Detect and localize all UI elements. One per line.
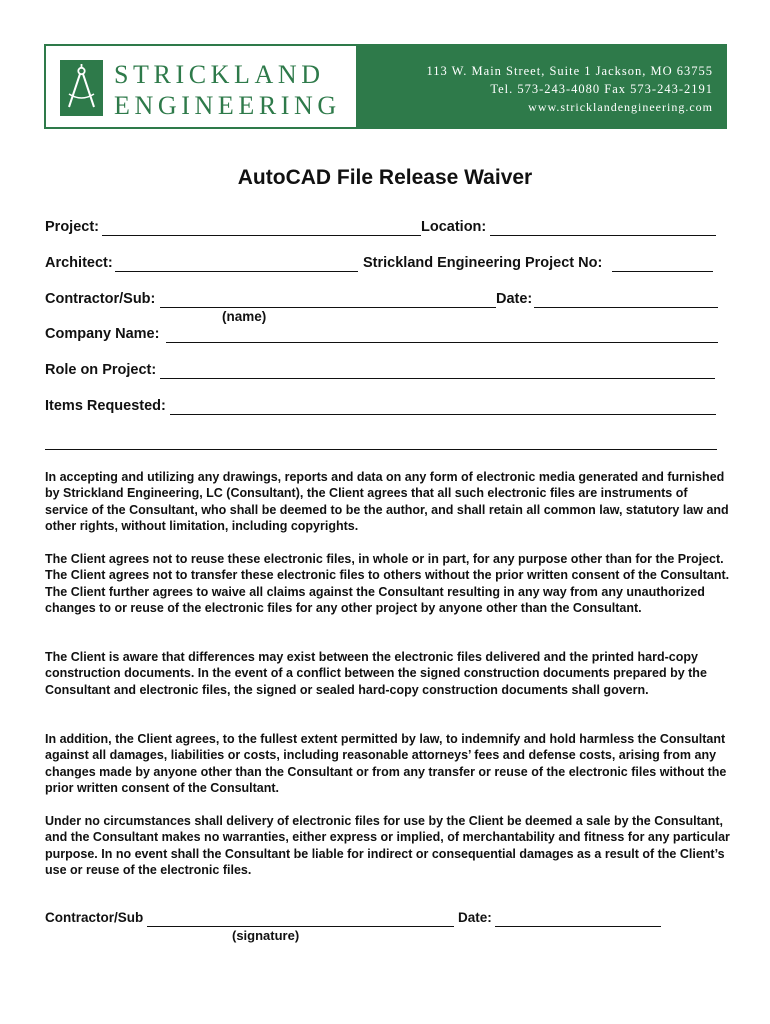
date-label: Date: [496, 291, 533, 307]
name-hint: (name) [222, 309, 267, 324]
waiver-paragraph [45, 551, 730, 616]
signature-field[interactable] [147, 910, 454, 927]
se-project-no-field[interactable] [612, 255, 713, 272]
waiver-paragraph [45, 649, 730, 698]
company-name-row [45, 326, 720, 346]
architect-field[interactable] [115, 255, 358, 272]
location-label: Location: [421, 219, 487, 235]
signature-hint: (signature) [232, 928, 300, 943]
paragraph-text: Under no circumstances shall delivery of electronic files for use by the Client be deemed a sale by the Consultant, and the Consultant makes no warranties, either express or implied, of merchantability and fitness for any particular purpose. In no event shall the Consultant be liable for indirect or consequential damages as a result of the Client’s use or reuse of the electronic files. [45, 814, 730, 877]
waiver-paragraph [45, 731, 730, 796]
contractor-field[interactable] [160, 291, 496, 308]
signature-date-label: Date: [458, 910, 492, 925]
company-name-line1: STRICKLAND [114, 60, 325, 89]
items-row [45, 398, 720, 418]
company-name-field[interactable] [166, 326, 718, 343]
company-phone-fax: Tel. 573-243-4080 Fax 573-243-2191 [490, 82, 713, 96]
project-row [45, 219, 720, 239]
project-field[interactable] [102, 219, 421, 236]
contractor-row [45, 291, 720, 311]
role-label: Role on Project: [45, 362, 157, 378]
items-field-line2[interactable] [45, 433, 717, 450]
location-field[interactable] [490, 219, 716, 236]
items-label: Items Requested: [45, 398, 166, 414]
company-website: www.stricklandengineering.com [528, 100, 713, 114]
contractor-label: Contractor/Sub: [45, 291, 156, 307]
architect-row [45, 255, 720, 275]
role-row [45, 362, 720, 382]
signature-date-field[interactable] [495, 910, 661, 927]
drafting-compass-icon [60, 60, 103, 116]
waiver-paragraph [45, 813, 730, 878]
signature-row [45, 910, 720, 930]
letterhead-banner [44, 44, 727, 129]
paragraph-text: The Client is aware that differences may exist between the electronic files delivered and the printed hard-copy construction documents. In the event of a conflict between the signed construction documents prepared by the Consultant and electronic files, the signed or sealed hard-copy construction documents shall govern. [45, 650, 707, 697]
waiver-paragraph [45, 469, 730, 534]
document-title: AutoCAD File Release Waiver [237, 166, 533, 189]
items-field[interactable] [170, 398, 716, 415]
date-field[interactable] [534, 291, 718, 308]
company-name-label: Company Name: [45, 326, 160, 342]
company-address: 113 W. Main Street, Suite 1 Jackson, MO 63755 [426, 64, 713, 78]
paragraph-text: The Client agrees not to reuse these electronic files, in whole or in part, for any purpose other than for the Project. The Client agrees not to transfer these electronic files to others without the prior written consent of the Consultant. The Client further agrees to waive all claims against the Consultant resulting in any way from any unauthorized changes to or reuse of the electronic files for any other project by anyone other than the Consultant. [45, 552, 730, 615]
company-name-line2: ENGINEERING [114, 91, 341, 120]
role-field[interactable] [160, 362, 715, 379]
company-logo [46, 46, 356, 127]
signature-contractor-label: Contractor/Sub [45, 910, 144, 925]
se-project-no-label: Strickland Engineering Project No: [363, 255, 603, 271]
paragraph-text: In accepting and utilizing any drawings, reports and data on any form of electronic media generated and furnished by Strickland Engineering, LC (Consultant), the Client agrees that all such electronic files are instruments of service of the Consultant, who shall be deemed to be the author, and shall retain all common law, statutory law and other rights, without limitation, including copyrights. [45, 470, 729, 533]
items-row-continued [45, 433, 720, 453]
architect-label: Architect: [45, 255, 113, 271]
paragraph-text: In addition, the Client agrees, to the fullest extent permitted by law, to indemnify and hold harmless the Consultant against all damages, liabilities or costs, including reasonable attorneys’ fees and defense costs, arising from any changes made by anyone other than the Consultant or from any transfer or reuse of the electronic files without the prior written consent of the Consultant. [45, 732, 727, 795]
project-label: Project: [45, 219, 99, 235]
